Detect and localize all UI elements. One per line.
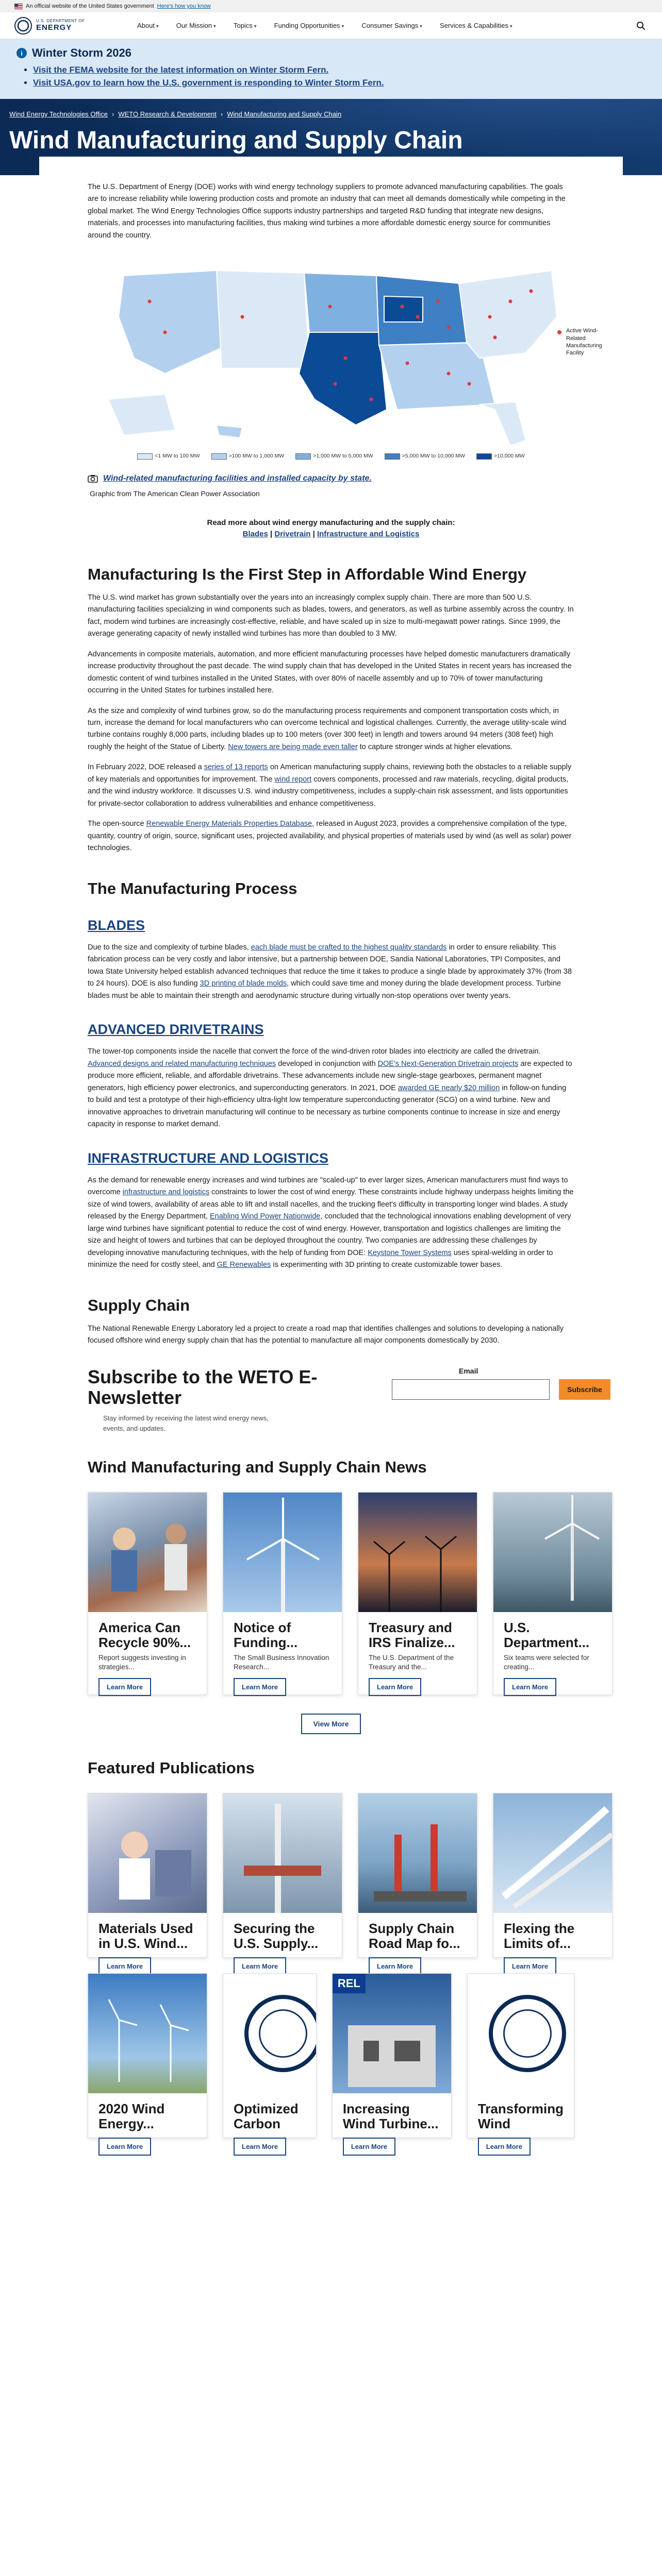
pub-image-turbine-assembly — [223, 1793, 342, 1913]
breadcrumb-item[interactable]: Wind Manufacturing and Supply Chain — [227, 110, 342, 118]
readmore-text: Read more about wind energy manufacturing and the supply chain: — [207, 518, 455, 527]
paragraph: The open-source Renewable Energy Materials Properties Database, released in August 2023, provides a comprehensive compilation of the type, quantity, country of origin, source, significant uses, projected availability, and physical properties of materials used by wind (as well as solar) power technologies. — [88, 820, 572, 853]
news-image-offshore — [493, 1493, 612, 1612]
section-title-process: The Manufacturing Process — [88, 879, 297, 897]
publication-title[interactable]: Securing the U.S. Supply... — [234, 1921, 319, 1952]
paragraph: As the demand for renewable energy increases and wind turbines are "scaled-up" to ever larger sizes, American manufacturers must find ways to overcome infrastructure and logistics constraints to lower the cost of wind energy. These constraints include highway underpass heights limiting the size of wind towers, availability of areas able to lift and install nacelles, and the trucking fleet's difficulty in transporting longer wind blades. A study released by the Energy Department, Enabling Wind Power Nationwide, concluded that the technological innovations enabling development of very large wind turbines have significant potential to reduce the cost of wind energy. However, transportation and logistics challenges are limiting the size and height of towers and turbines that can be deployed throughout the country. Two companies are addressing these challenges by developing innovative manufacturing techniques, with the help of funding from DOE: Keystone Tower Systems uses spiral-welding in order to minimize the need for costly steel, and GE Renewables is experimenting with 3D printing to create customizable tower bases. — [88, 1176, 574, 1269]
news-card — [223, 1492, 342, 1695]
site-header — [0, 12, 662, 39]
alert-title: Winter Storm 2026 — [32, 46, 131, 59]
map-west — [119, 270, 222, 374]
news-card — [358, 1492, 477, 1695]
info-icon: i — [16, 48, 27, 58]
main-nav — [137, 22, 512, 29]
publication-card — [358, 1793, 477, 1971]
map-credit: Graphic from The American Clean Power Association — [90, 489, 260, 498]
nav-item-consumer-savings[interactable]: Consumer Savings ▾ — [361, 22, 422, 29]
gov-banner-text: An official website of the United States government — [26, 3, 154, 9]
news-card — [493, 1492, 613, 1695]
camera-icon — [88, 474, 98, 483]
section-title-manufacturing: Manufacturing Is the First Step in Affordable Wind Energy — [88, 565, 527, 583]
readmore-link-logistics[interactable]: Infrastructure and Logistics — [317, 530, 420, 539]
news-card-title[interactable]: America Can Recycle 90%... — [98, 1620, 191, 1651]
publication-title[interactable]: Optimized Carbon — [234, 2102, 299, 2132]
materials-db-link[interactable]: Renewable Energy Materials Properties Database — [146, 820, 312, 828]
3d-printing-link[interactable]: 3D printing of blade molds — [200, 979, 287, 988]
wind-report-link[interactable]: wind report — [274, 775, 312, 784]
readmore-block: Read more about wind energy manufacturing and the supply chain: Blades | Drivetrain | Infrastructure and Logistics — [88, 517, 574, 540]
breadcrumb: Wind Energy Technologies Office › WETO Research & Development › Wind Manufacturing and Supply Chain — [9, 110, 342, 118]
learn-more-button[interactable]: Learn More — [98, 1678, 151, 1696]
reports-link[interactable]: series of 13 reports — [204, 763, 268, 772]
blade-quality-link[interactable]: each blade must be crafted to the highest quality standards — [251, 943, 447, 952]
paragraph: As the size and complexity of wind turbines grow, so do the manufacturing process requirements and component transportation costs which, in turn, increase the demand for local manufacturers who can overcome technical and logistical challenges. Currently, the average utility-scale wind turbine contains roughly 8,000 parts, including blades up to 100 meters (over 300 feet) in length and towers around 94 meters (308 feet) high roughly the height of the Statue of Liberty. New towers are being made even taller to capture stronger winds at higher elevations. — [88, 706, 567, 751]
towers-link[interactable]: New towers are being made even taller — [228, 742, 358, 751]
map-florida — [479, 402, 526, 446]
ge-renewables-link[interactable]: GE Renewables — [217, 1261, 271, 1269]
doe-seal-icon — [489, 1995, 566, 2072]
doe-logo[interactable] — [14, 17, 118, 35]
us-wind-map — [88, 255, 603, 451]
publication-title[interactable]: Supply Chain Road Map fo... — [369, 1921, 460, 1952]
publication-cards-row1 — [88, 1793, 575, 1971]
news-card-desc: The U.S. Department of the Treasury and the... — [369, 1654, 454, 1671]
keystone-link[interactable]: Keystone Tower Systems — [368, 1248, 452, 1257]
rel-badge: REL — [333, 1974, 366, 1993]
subsection-title-drivetrains[interactable]: ADVANCED DRIVETRAINS — [88, 1022, 264, 1038]
nav-item-our-mission[interactable]: Our Mission ▾ — [176, 22, 216, 29]
alert-banner — [0, 39, 662, 99]
map-caption — [88, 474, 574, 483]
nav-item-topics[interactable]: Topics ▾ — [234, 22, 257, 29]
news-card-desc: Report suggests investing in strategies... — [98, 1654, 186, 1671]
learn-more-button[interactable]: Learn More — [234, 1957, 286, 1975]
news-card-title[interactable]: U.S. Department... — [504, 1620, 590, 1651]
news-card — [88, 1492, 207, 1695]
alert-link-fema[interactable]: Visit the FEMA website for the latest information on Winter Storm Fern. — [33, 65, 329, 75]
intro-paragraph: The U.S. Department of Energy (DOE) works with wind energy technology suppliers to promote advanced manufacturing capabilities. The goals are to increase reliability while lowering production costs and promote an industry that can meet all demands domestically while competing in the global market. The Wind Energy Technologies Office supports industry partnerships and targeted R&D funding that integrate new designs, materials, and processes into manufacturing facilities, thus making wind turbines a more affordable domestic energy source for communities around the country. — [88, 183, 566, 240]
news-cards — [88, 1492, 590, 1695]
learn-more-button[interactable]: Learn More — [369, 1957, 421, 1975]
news-card-title[interactable]: Notice of Funding... — [234, 1620, 298, 1651]
news-image-turbine — [223, 1493, 342, 1612]
ge-award-link[interactable]: awarded GE nearly $20 million — [398, 1083, 500, 1092]
paragraph: Advancements in composite materials, automation, and more efficient manufacturing processes have helped domestic manufacturers dramatically increase productivity throughout the past decade. The wind supply chain that has developed in the United States in recent years has increased the domestic content of wind turbines installed in the United States, with over 80% of nacelle assembly and up to 70% of tower manufacturing occurring in the United States for turbines installed here. — [88, 650, 572, 695]
publication-card — [88, 1973, 207, 2151]
publication-title[interactable]: Flexing the Limits of... — [504, 1921, 575, 1952]
news-section-title: Wind Manufacturing and Supply Chain News — [88, 1458, 427, 1477]
map-caption-link[interactable]: Wind-related manufacturing facilities and installed capacity by state. — [103, 473, 372, 483]
logo-big-text: ENERGY — [36, 23, 72, 32]
view-more-button[interactable]: View More — [301, 1714, 361, 1734]
pub-image-doe-seal — [223, 1974, 316, 2093]
news-image-sunset-turbines — [358, 1493, 477, 1612]
page-title: Wind Manufacturing and Supply Chain — [9, 127, 463, 154]
breadcrumb-item[interactable]: Wind Energy Technologies Office — [9, 110, 108, 118]
publication-title[interactable]: Transforming Wind — [477, 2102, 564, 2132]
paragraph: The National Renewable Energy Laboratory led a project to create a road map that identifies challenges and solutions to developing a nationally focused offshore wind energy supply chain that has the potential to manufacture all major components domestically by 2030. — [88, 1324, 564, 1345]
drivetrain-projects-link[interactable]: DOE's Next-Generation Drivetrain projects — [377, 1059, 519, 1068]
learn-more-button[interactable]: Learn More — [478, 2138, 531, 2156]
publication-card — [223, 1793, 342, 1971]
map-mountain — [217, 270, 309, 368]
publication-title[interactable]: 2020 Wind Energy... — [98, 2102, 165, 2132]
map-east — [459, 270, 557, 358]
publication-card — [332, 1973, 452, 2151]
designs-link[interactable]: Advanced designs and related manufacturing techniques — [88, 1059, 276, 1068]
learn-more-button[interactable]: Learn More — [369, 1678, 421, 1696]
gov-banner-link[interactable]: Here's how you know — [157, 3, 211, 9]
learn-more-button[interactable]: Learn More — [98, 2138, 151, 2156]
learn-more-button[interactable]: Learn More — [504, 1957, 556, 1975]
pub-image-blades — [493, 1793, 612, 1913]
doe-seal-icon — [244, 1995, 316, 2072]
newsletter-title: Subscribe to the WETO E-Newsletter — [88, 1366, 318, 1408]
learn-more-button[interactable]: Learn More — [98, 1957, 151, 1975]
news-image-recycling — [88, 1493, 207, 1612]
learn-more-button[interactable]: Learn More — [504, 1678, 556, 1696]
section-title-supply-chain: Supply Chain — [88, 1296, 190, 1314]
map-plains — [304, 273, 379, 332]
pub-image-port — [358, 1793, 477, 1913]
learn-more-button[interactable]: Learn More — [234, 1678, 286, 1696]
news-card-title[interactable]: Treasury and IRS Finalize... — [369, 1620, 455, 1651]
news-card-desc: Six teams were selected for creating... — [504, 1654, 589, 1671]
publication-title[interactable]: Materials Used in U.S. Wind... — [98, 1921, 193, 1952]
map-alaska — [108, 394, 175, 435]
learn-more-button[interactable]: Learn More — [343, 2138, 395, 2156]
paragraph: The tower-top components inside the nacelle that convert the force of the wind-driven rotor blades into electricity are called the drivetrain. Advanced designs and related manufacturing techniques developed in conjunction with DOE's Next-Generation Drivetrain projects are expected to produce more efficient, reliable, and affordable drivetrains. These advancements include new single-stage gearboxes, permanent magnet generators, high efficiency power electronics, and superconducting generators. In 2021, DOE awarded GE nearly $20 million in follow-on funding to build and test a prototype of their high-efficiency ultra-light low temperature superconducting generator (SCG) on a wind turbine. New and innovative approaches to drivetrain manufacturing will continue to be necessary as turbine components continue to increase in size and energy capacity in response to market demand. — [88, 1047, 572, 1129]
readmore-link-drivetrain[interactable]: Drivetrain — [274, 530, 311, 539]
publication-card — [223, 1973, 317, 2151]
pub-image-materials — [88, 1793, 207, 1913]
legend-item: >100 MW to 1,000 MW — [211, 453, 285, 459]
newsletter-desc: Stay informed by receiving the latest wind energy news, events, and updates. — [103, 1414, 269, 1432]
legend-item: <1 MW to 100 MW — [137, 453, 200, 459]
subsection-title-logistics[interactable]: INFRASTRUCTURE AND LOGISTICS — [88, 1150, 328, 1166]
main-content — [39, 157, 623, 2151]
nav-item-about[interactable]: About ▾ — [137, 22, 159, 29]
email-input[interactable] — [392, 1379, 550, 1400]
doe-seal-icon — [14, 17, 32, 35]
legend-item: >5,000 MW to 10,000 MW — [385, 453, 465, 459]
publication-cards-row2 — [88, 1973, 574, 2151]
subscribe-button[interactable]: Subscribe — [559, 1379, 610, 1400]
nav-item-funding[interactable]: Funding Opportunities ▾ — [274, 22, 344, 29]
breadcrumb-item[interactable]: WETO Research & Development — [118, 110, 217, 118]
publications-section-title: Featured Publications — [88, 1759, 255, 1777]
logo-small-text: U.S. DEPARTMENT OF — [36, 19, 85, 24]
publication-title[interactable]: Increasing Wind Turbine... — [342, 2102, 439, 2132]
legend-item: >10,000 MW — [476, 453, 525, 459]
subsection-title-blades[interactable]: BLADES — [88, 917, 145, 933]
paragraph: The U.S. wind market has grown substantially over the years into an increasingly complex supply chain. There are more than 500 U.S. manufacturing facilities specializing in wind components such as blades, towers, and generators, as well as turbine assembly across the country. In fact, modern wind turbines are increasingly cost-effective, reliable, and have scaled up in size to multi-megawatt power ratings. Since 1999, the average generating capacity of newly installed wind turbines has more than doubled to 3 MW. — [88, 593, 574, 638]
learn-more-button[interactable]: Learn More — [234, 2138, 286, 2156]
map-hawaii — [217, 425, 242, 438]
publication-card — [493, 1793, 613, 1971]
newsletter-signup — [88, 1366, 602, 1434]
logistics-link[interactable]: infrastructure and logistics — [122, 1188, 210, 1197]
map-texas — [299, 332, 387, 425]
paragraph: In February 2022, DOE released a series of 13 reports on American manufacturing supply chains, reviewing both the obstacles to a reliable supply of key materials and opportunities for improvement. The wind report covers components, processed and raw materials, recycling, digital products, and the wind industry workforce. It discusses U.S. wind industry competitiveness, includes a supply-chain risk assessment, and lists opportunities for private-sector collaboration to address vulnerabilities and enhance competitiveness. — [88, 763, 572, 808]
legend-item: >1,000 MW to 5,000 MW — [295, 453, 373, 459]
pub-image-doe-seal — [468, 1974, 574, 2093]
paragraph: Due to the size and complexity of turbine blades, each blade must be crafted to the highest quality standards in order to ensure reliability. This fabrication process can be very costly and labor intensive, but a partnership between DOE, Sandia National Laboratories, TPI Composites, and Iowa State University helped establish advanced techniques that reduce the time it takes to produce a single blade by approximately 37% (from 38 to 24 hours). DOE is also funding 3D printing of blade molds, which could save time and money during the blade development process. Turbine blades must be able to maintain their strength and aerodynamic structure during virtually non-stop operations over twenty years. — [88, 943, 572, 1000]
nav-item-services[interactable]: Services & Capabilities ▾ — [440, 22, 512, 29]
enabling-wind-link[interactable]: Enabling Wind Power Nationwide — [209, 1212, 321, 1221]
us-flag-icon — [14, 4, 23, 9]
pub-image-nrel — [333, 1974, 451, 2093]
email-label: Email — [459, 1366, 478, 1375]
publication-card — [88, 1793, 207, 1971]
search-icon[interactable] — [634, 19, 648, 32]
readmore-link-blades[interactable]: Blades — [242, 530, 268, 539]
pub-image-wind-farm — [88, 1974, 207, 2093]
alert-link-usagov[interactable]: Visit USA.gov to learn how the U.S. government is responding to Winter Storm Fern. — [33, 78, 384, 88]
map-legend-title: Active Wind-Related Manufacturing Facility — [566, 328, 602, 357]
gov-banner — [0, 0, 662, 12]
publication-card — [467, 1973, 574, 2151]
map-legend — [88, 453, 574, 459]
news-card-desc: The Small Business Innovation Research... — [234, 1654, 329, 1671]
